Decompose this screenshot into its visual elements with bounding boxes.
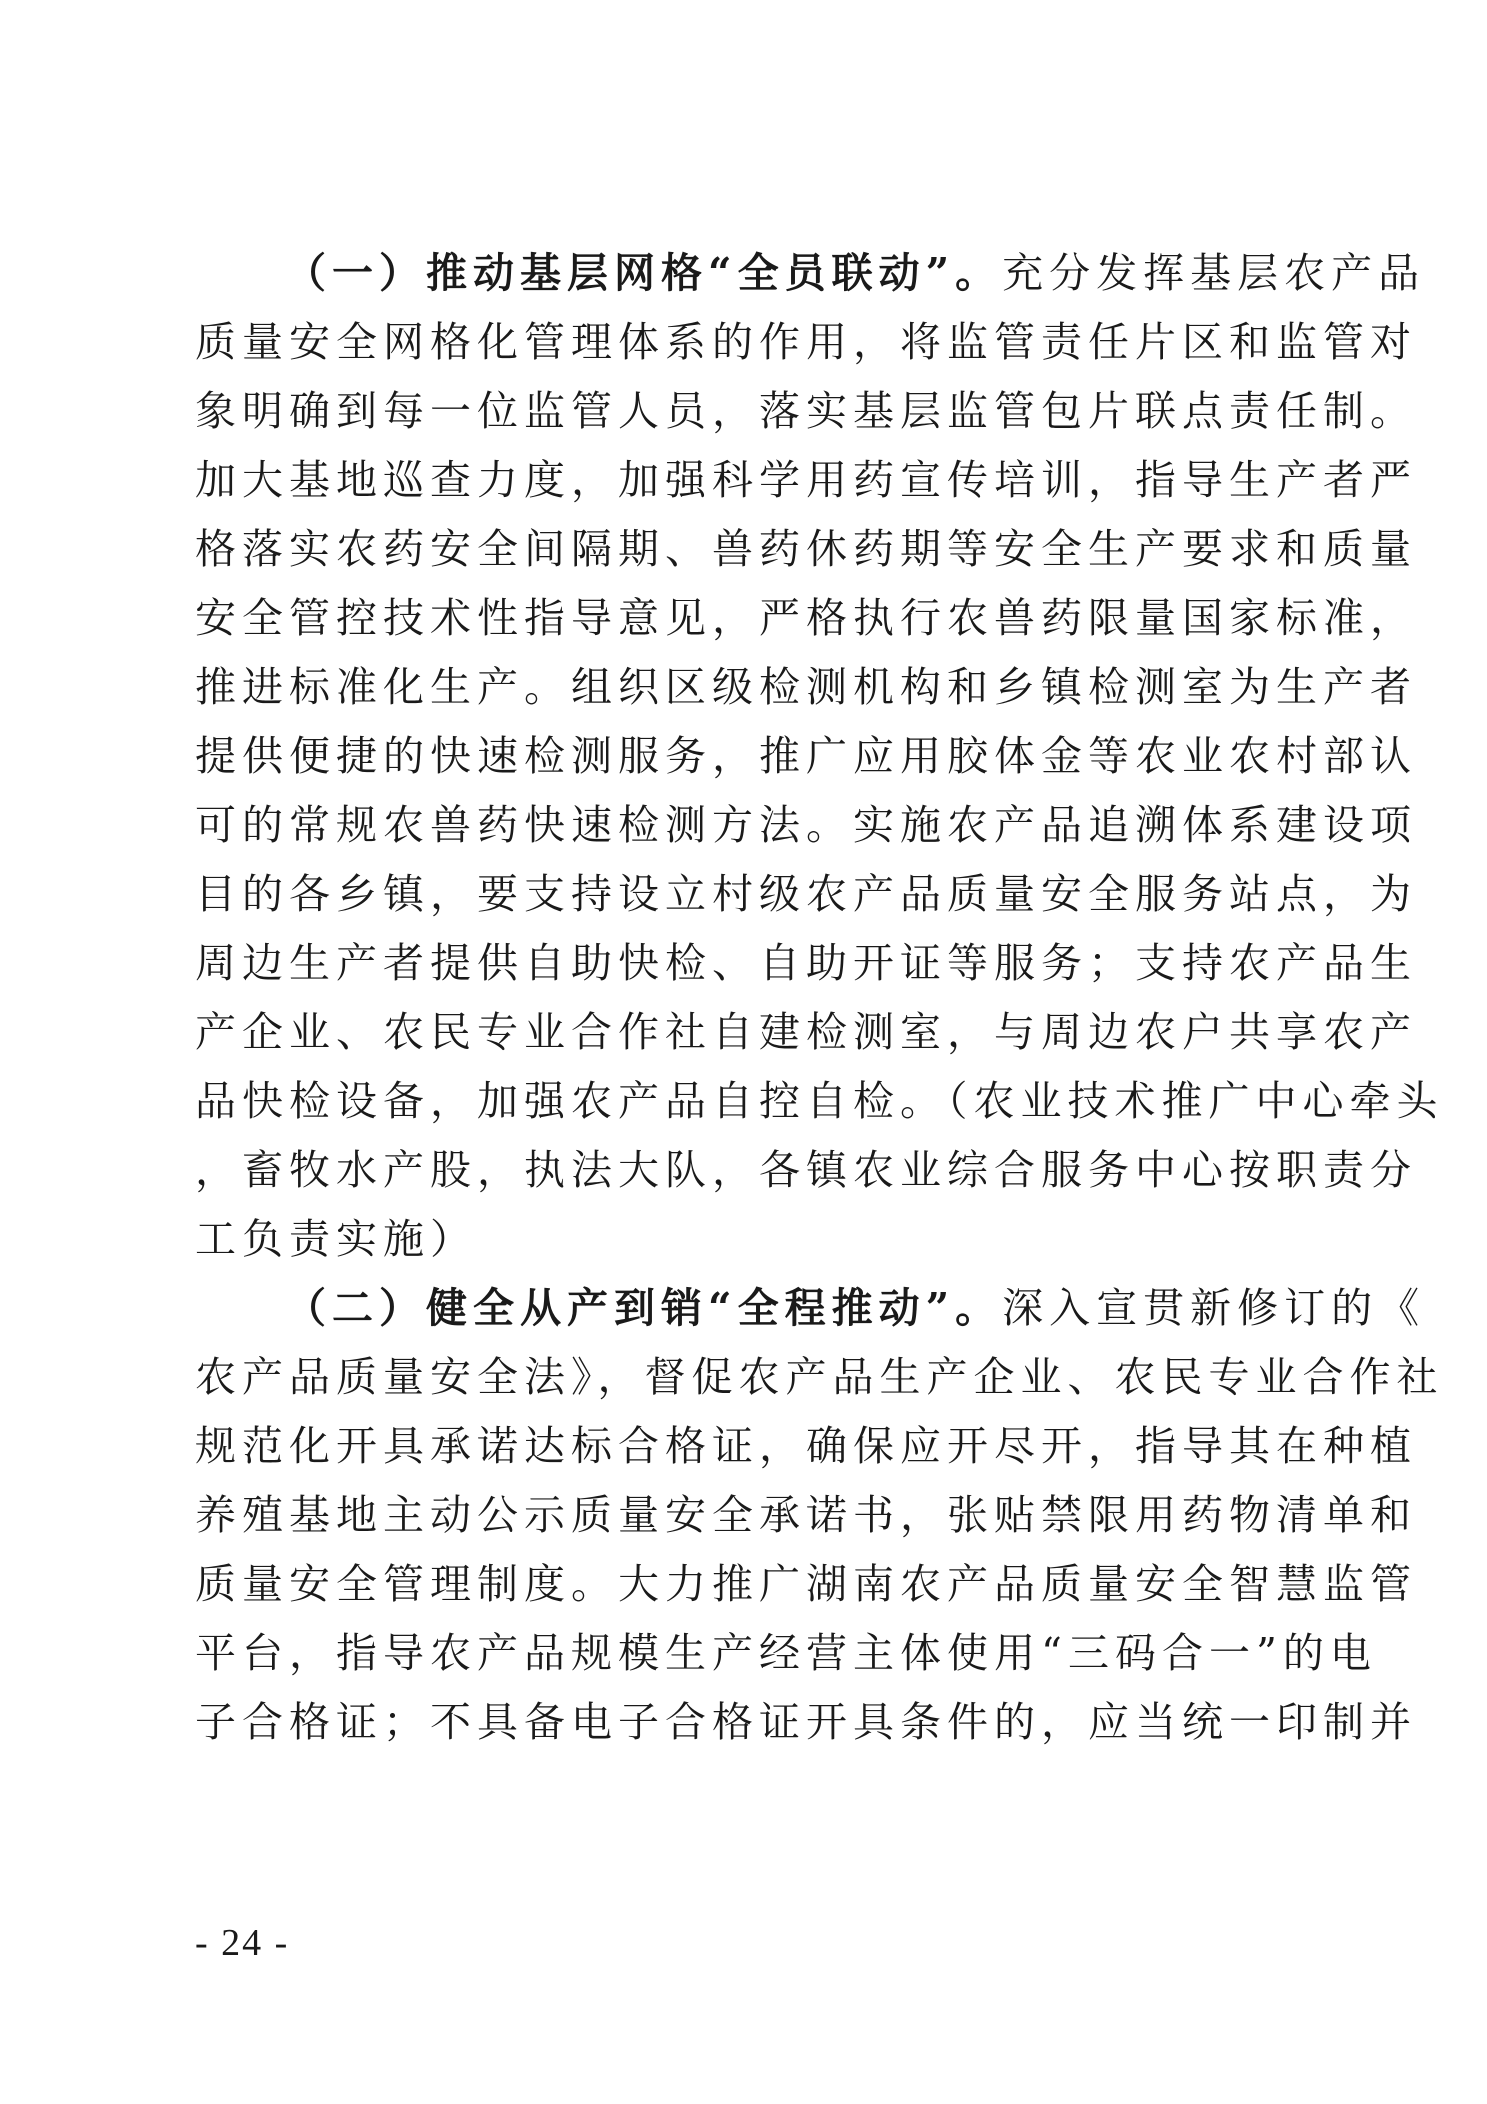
paragraph-1-line-11 (195, 933, 1417, 993)
line-text: 工负责实施） (195, 1215, 477, 1263)
paragraph-2-line-5 (195, 1554, 1417, 1614)
line-text: 农产品质量安全法》，督促农产品生产企业、农民专业合作社 (195, 1353, 1444, 1401)
paragraph-2-line-6 (195, 1623, 1377, 1683)
page-number: - 24 - (195, 1922, 290, 1964)
line-text: 提供便捷的快速检测服务，推广应用胶体金等农业农村部认 (195, 732, 1417, 780)
paragraph-2-line-4 (195, 1485, 1417, 1545)
line-text: 周边生产者提供自助快检、自助开证等服务；支持农产品生 (195, 939, 1417, 987)
line-text: 安全管控技术性指导意见，严格执行农兽药限量国家标准， (195, 594, 1417, 642)
paragraph-1-line-9 (195, 795, 1417, 855)
paragraph-1-line-15 (195, 1209, 1285, 1269)
paragraph-1-line-1 (285, 243, 1426, 303)
line-text: 质量安全网格化管理体系的作用，将监管责任片区和监管对 (195, 318, 1417, 366)
line-text: 子合格证；不具备电子合格证开具条件的，应当统一印制并 (195, 1698, 1417, 1746)
line-text: 格落实农药安全间隔期、兽药休药期等安全生产要求和质量 (195, 525, 1417, 573)
paragraph-1-line-13 (195, 1071, 1444, 1131)
paragraph-1-line-6 (195, 588, 1417, 648)
line-text: ，畜牧水产股，执法大队，各镇农业综合服务中心按职责分 (195, 1146, 1417, 1194)
paragraph-1-line-8 (195, 726, 1417, 786)
line-text: 推进标准化生产。组织区级检测机构和乡镇检测室为生产者 (195, 663, 1417, 711)
paragraph-1-line-3 (195, 381, 1417, 441)
paragraph-1-line-12 (195, 1002, 1417, 1062)
line-text: 品快检设备，加强农产品自控自检。（农业技术推广中心牵头 (195, 1077, 1444, 1125)
paragraph-2-line-1 (285, 1278, 1426, 1338)
section-heading-2: （二）健全从产到销“全程推动”。 (285, 1284, 1003, 1332)
line-text: 质量安全管理制度。大力推广湖南农产品质量安全智慧监管 (195, 1560, 1417, 1608)
paragraph-1-line-5 (195, 519, 1417, 579)
line-text: 平台，指导农产品规模生产经营主体使用“三码合一”的电 (195, 1629, 1377, 1677)
paragraph-2-line-7 (195, 1692, 1417, 1752)
paragraph-1-line-10 (195, 864, 1417, 924)
line-text: 产企业、农民专业合作社自建检测室，与周边农户共享农产 (195, 1008, 1417, 1056)
line-text: 养殖基地主动公示质量安全承诺书，张贴禁限用药物清单和 (195, 1491, 1417, 1539)
line-text: 规范化开具承诺达标合格证，确保应开尽开，指导其在种植 (195, 1422, 1417, 1470)
paragraph-1-line-7 (195, 657, 1417, 717)
line-text: 深入宣贯新修订的《 (1002, 1284, 1426, 1332)
paragraph-1-line-14 (195, 1140, 1417, 1200)
line-text: 加大基地巡查力度，加强科学用药宣传培训，指导生产者严 (195, 456, 1417, 504)
line-text: 充分发挥基层农产品 (1002, 249, 1426, 297)
paragraph-2-line-2 (195, 1347, 1444, 1407)
line-text: 目的各乡镇，要支持设立村级农产品质量安全服务站点，为 (195, 870, 1417, 918)
paragraph-1-line-4 (195, 450, 1417, 510)
paragraph-2-line-3 (195, 1416, 1417, 1476)
line-text: 可的常规农兽药快速检测方法。实施农产品追溯体系建设项 (195, 801, 1417, 849)
line-text: 象明确到每一位监管人员，落实基层监管包片联点责任制。 (195, 387, 1417, 435)
section-heading-1: （一）推动基层网格“全员联动”。 (285, 249, 1003, 297)
paragraph-1-line-2 (195, 312, 1417, 372)
